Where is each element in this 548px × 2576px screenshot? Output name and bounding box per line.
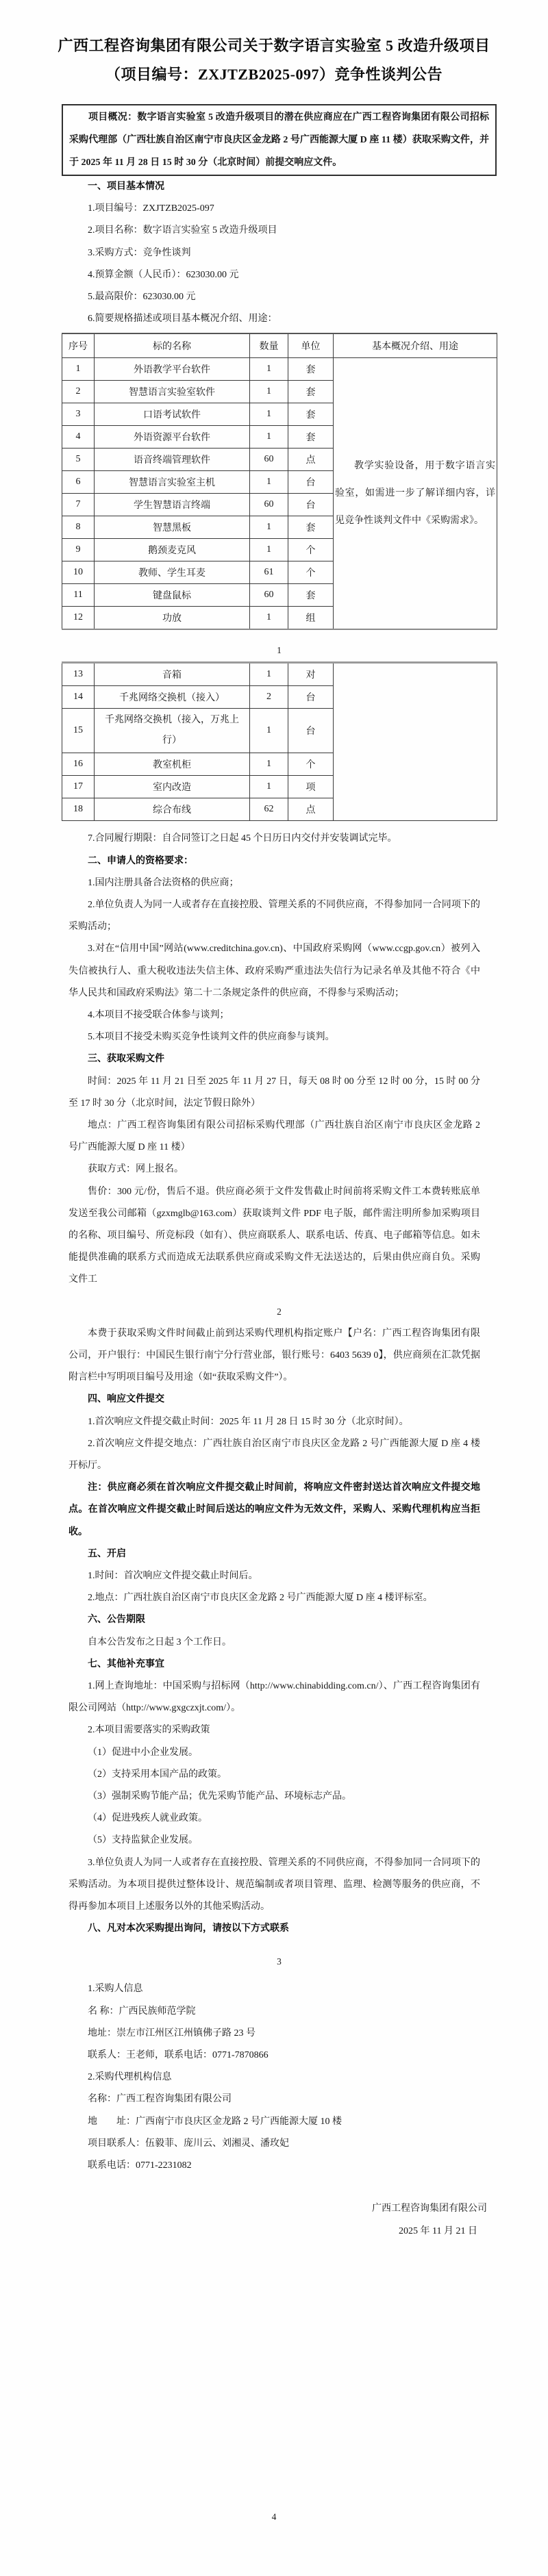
cell-name: 智慧语言实验室主机	[95, 471, 250, 494]
cell-qty: 1	[250, 539, 288, 561]
table-row	[62, 358, 497, 381]
cell-name: 学生智慧语言终端	[95, 494, 250, 516]
cell-qty: 1	[250, 709, 288, 753]
opening-place: 2.地点：广西壮族自治区南宁市良庆区金龙路 2 号广西能源大厦 D 座 4 楼评标室。	[88, 1593, 433, 1604]
col-header-no: 序号	[62, 333, 95, 358]
policy-item: （5）支持监狱企业发展。	[88, 1835, 198, 1846]
section-heading-contact: 八、凡对本次采购提出询问，请按以下方式联系	[88, 1923, 289, 1934]
other-item: 3.单位负责人为同一人或者存在直接控股、管理关系的不同供应商，不得参加同一合同项下的采购活动。为本项目提供过整体设计、规范编制或者项目管理、监理、检测等服务的供应商，不得再参加本项目上述服务以外的其他采购活动。	[68, 1857, 480, 1912]
project-name: 2.项目名称：数字语言实验室 5 改造升级项目	[88, 225, 277, 236]
cell-unit: 点	[288, 798, 334, 821]
agency-info-heading: 2.采购代理机构信息	[88, 2072, 172, 2083]
cell-no: 3	[62, 403, 95, 426]
section-heading-other-matters: 七、其他补充事宜	[88, 1658, 164, 1669]
page-number-1: 1	[277, 645, 282, 656]
purchaser-address: 地址：崇左市江州区江州镇佛子路 23 号	[88, 2028, 256, 2038]
cell-qty: 1	[250, 516, 288, 539]
doc-title-line2: （项目编号：ZXJTZB2025-097）竞争性谈判公告	[105, 66, 443, 83]
cell-name: 千兆网络交换机（接入，万兆上行）	[95, 709, 250, 753]
cell-no: 12	[62, 607, 95, 630]
cell-name: 键盘鼠标	[95, 584, 250, 607]
cell-no: 16	[62, 753, 95, 776]
items-table-page1	[62, 333, 497, 630]
cell-no: 10	[62, 561, 95, 584]
qualification-item: 2.单位负责人为同一人或者存在直接控股、管理关系的不同供应商，不得参加同一合同项下的采购活动；	[68, 900, 480, 933]
cell-qty: 2	[250, 686, 288, 709]
cell-no: 15	[62, 709, 95, 753]
cell-unit: 项	[288, 776, 334, 798]
agency-contact-person: 项目联系人：伍毅菲、庞川云、刘湘灵、潘玫妃	[88, 2138, 289, 2149]
section-heading-qualifications: 二、申请人的资格要求：	[88, 855, 193, 866]
agency-address: 地 址：广西南宁市良庆区金龙路 2 号广西能源大厦 10 楼	[88, 2116, 342, 2127]
budget-amount: 4.预算金额（人民币）：623030.00 元	[88, 269, 239, 280]
cell-unit: 套	[288, 584, 334, 607]
signature-company: 广西工程咨询集团有限公司	[372, 2204, 487, 2214]
qualification-item: 3.对在“信用中国”网站(www.creditchina.gov.cn)、中国政府采购网（www.ccgp.gov.cn）被列入失信被执行人、重大税收违法失信主体、政府采购严重违法失信行为记录名单及其他不符合《中华人民共和国政府采购法》第二十二条规定条件的供应商，不得参与采购活动；	[68, 944, 480, 998]
cell-unit: 个	[288, 561, 334, 584]
content-column	[62, 104, 497, 2243]
spec-description-label: 6.简要规格描述或项目基本概况介绍、用途：	[88, 314, 277, 325]
cell-no: 11	[62, 584, 95, 607]
cell-qty: 1	[250, 776, 288, 798]
cell-qty: 60	[250, 584, 288, 607]
cell-no: 17	[62, 776, 95, 798]
cell-name: 外语资源平台软件	[95, 426, 250, 449]
cell-no: 5	[62, 449, 95, 471]
cell-unit: 套	[288, 381, 334, 403]
purchaser-contact: 联系人：王老师，联系电话：0771-7870866	[88, 2049, 269, 2060]
col-header-qty: 数量	[250, 333, 288, 358]
cell-unit: 台	[288, 709, 334, 753]
cell-name: 智慧语言实验室软件	[95, 381, 250, 403]
qualification-item: 4.本项目不接受联合体参与谈判；	[88, 1010, 229, 1021]
cell-unit: 套	[288, 358, 334, 381]
project-overview-text: 项目概况：数字语言实验室 5 改造升级项目的潜在供应商应在广西工程咨询集团有限公司招标采购代理部（广西壮族自治区南宁市良庆区金龙路 2 号广西能源大厦 D 座 11 楼）获取采购文件，并于 2025 年 11 月 28 日 15 时 30 分（北京时间）前提交响应文件。	[69, 112, 489, 168]
cell-name: 综合布线	[95, 798, 250, 821]
cell-qty: 62	[250, 798, 288, 821]
policy-item: （2）支持采用本国产品的政策。	[88, 1769, 227, 1780]
section-heading-obtain-documents: 三、获取采购文件	[88, 1054, 164, 1065]
submission-note: 注：供应商必须在首次响应文件提交截止时间前，将响应文件密封送达首次响应文件提交地点。在首次响应文件提交截止时间后送达的响应文件为无效文件，采购人、采购代理机构应当拒收。	[68, 1482, 480, 1537]
cell-unit: 个	[288, 753, 334, 776]
obtain-place: 地点：广西工程咨询集团有限公司招标采购代理部（广西壮族自治区南宁市良庆区金龙路 2 号广西能源大厦 D 座 11 楼）	[68, 1120, 480, 1153]
policy-item: （1）促进中小企业发展。	[88, 1747, 198, 1758]
qualification-item: 5.本项目不接受未购买竞争性谈判文件的供应商参与谈判。	[88, 1032, 335, 1043]
obtain-time: 时间：2025 年 11 月 21 日至 2025 年 11 月 27 日，每天 08 时 00 分至 12 时 00 分，15 时 00 分至 17 时 30 分（北京时间，法定节假日除外）	[68, 1076, 480, 1109]
announcement-period: 自本公告发布之日起 3 个工作日。	[88, 1637, 232, 1647]
cell-no: 13	[62, 663, 95, 686]
cell-unit: 对	[288, 663, 334, 686]
cell-unit: 台	[288, 686, 334, 709]
cell-unit: 台	[288, 471, 334, 494]
page-number-2: 2	[277, 1306, 282, 1317]
col-header-desc: 基本概况介绍、用途	[334, 333, 497, 358]
obtain-method: 获取方式：网上报名。	[88, 1164, 184, 1175]
cell-unit: 台	[288, 494, 334, 516]
section-heading-basic-info: 一、项目基本情况	[88, 181, 164, 192]
col-header-name: 标的名称	[95, 333, 250, 358]
cell-no: 2	[62, 381, 95, 403]
table-row	[62, 663, 497, 686]
cell-qty: 1	[250, 663, 288, 686]
page-number-3: 3	[277, 1956, 282, 1967]
submission-deadline: 1.首次响应文件提交截止时间：2025 年 11 月 28 日 15 时 30 分（北京时间）。	[88, 1416, 409, 1427]
cell-desc-merged-empty	[334, 663, 497, 821]
cell-qty: 1	[250, 753, 288, 776]
qualification-item: 1.国内注册具备合法资格的供应商；	[88, 877, 239, 888]
project-overview-box	[62, 104, 497, 176]
cell-desc-merged	[334, 358, 497, 630]
policy-item: （3）强制采购节能产品；优先采购节能产品、环境标志产品。	[88, 1791, 351, 1802]
cell-unit: 个	[288, 539, 334, 561]
max-price: 5.最高限价：623030.00 元	[88, 292, 196, 303]
items-table-page2	[62, 661, 497, 821]
cell-no: 8	[62, 516, 95, 539]
purchaser-info-heading: 1.采购人信息	[88, 1984, 143, 1995]
cell-unit: 套	[288, 426, 334, 449]
table-note-text: 教学实验设备，用于数字语言实验室，如需进一步了解详细内容，详见竞争性谈判文件中《采购需求》。	[335, 460, 495, 526]
doc-title-line1: 广西工程咨询集团有限公司关于数字语言实验室 5 改造升级项目	[58, 37, 490, 54]
cell-qty: 1	[250, 607, 288, 630]
signature-block	[62, 2197, 497, 2243]
cell-no: 18	[62, 798, 95, 821]
agency-name: 名称：广西工程咨询集团有限公司	[88, 2094, 232, 2105]
cell-name: 千兆网络交换机（接入）	[95, 686, 250, 709]
cell-no: 4	[62, 426, 95, 449]
cell-no: 6	[62, 471, 95, 494]
col-header-unit: 单位	[288, 333, 334, 358]
cell-no: 7	[62, 494, 95, 516]
cell-qty: 60	[250, 449, 288, 471]
cell-name: 智慧黑板	[95, 516, 250, 539]
other-item: 2.本项目需要落实的采购政策	[88, 1725, 210, 1736]
doc-title	[0, 31, 548, 89]
cell-name: 功放	[95, 607, 250, 630]
procurement-method: 3.采购方式：竞争性谈判	[88, 247, 191, 258]
project-number: 1.项目编号：ZXJTZB2025-097	[88, 203, 214, 214]
cell-name: 室内改造	[95, 776, 250, 798]
cell-name: 口语考试软件	[95, 403, 250, 426]
cell-name: 音箱	[95, 663, 250, 686]
cell-name: 鹅颈麦克风	[95, 539, 250, 561]
cell-no: 1	[62, 358, 95, 381]
signature-date: 2025 年 11 月 21 日	[399, 2226, 477, 2237]
table-header-row	[62, 333, 497, 358]
cell-unit: 点	[288, 449, 334, 471]
policy-item: （4）促进残疾人就业政策。	[88, 1813, 208, 1824]
agency-phone: 联系电话：0771-2231082	[88, 2160, 192, 2171]
section-heading-opening: 五、开启	[88, 1548, 126, 1559]
other-item: 1.网上查询地址：中国采购与招标网（http://www.chinabidding.com.cn/）、广西工程咨询集团有限公司网站（http://www.gxgczxjt.com/）。	[68, 1680, 480, 1714]
purchaser-name: 名 称：广西民族师范学院	[88, 2006, 196, 2017]
cell-name: 外语教学平台软件	[95, 358, 250, 381]
cell-name: 语音终端管理软件	[95, 449, 250, 471]
page-number-4: 4	[271, 2512, 277, 2522]
document-price-part1: 售价：300 元/份，售后不退。供应商必须于文件发售截止时间前将采购文件工本费转账底单发送至我公司邮箱（gzxmglb@163.com）获取谈判文件 PDF 电子版，邮件需注明所参加采购项目的名称、项目编号、所竞标段（如有）、供应商联系人、联系电话、传真、电子邮箱等信息。如未能提供准确的联系方式而造成无法联系供应商或采购文件无法送达的，后果由供应商自负。采购文件工	[68, 1186, 480, 1285]
cell-qty: 61	[250, 561, 288, 584]
cell-no: 14	[62, 686, 95, 709]
cell-qty: 1	[250, 403, 288, 426]
section-heading-announcement-period: 六、公告期限	[88, 1615, 145, 1626]
document-price-part2: 本费于获取采购文件时间截止前到达采购代理机构指定账户【户名：广西工程咨询集团有限公司，开户银行：中国民生银行南宁分行营业部，银行账号：6403 5639 0】，供应商须在汇款凭据附言栏中写明项目编号及用途（如“获取采购文件”）。	[68, 1328, 480, 1383]
cell-qty: 60	[250, 494, 288, 516]
cell-unit: 套	[288, 403, 334, 426]
cell-no: 9	[62, 539, 95, 561]
contract-period: 7.合同履行期限：自合同签订之日起 45 个日历日内交付并安装调试完毕。	[88, 833, 397, 844]
section-heading-response-submission: 四、响应文件提交	[88, 1394, 164, 1405]
submission-place: 2.首次响应文件提交地点：广西壮族自治区南宁市良庆区金龙路 2 号广西能源大厦 D 座 4 楼开标厅。	[68, 1438, 480, 1471]
cell-unit: 套	[288, 516, 334, 539]
cell-unit: 组	[288, 607, 334, 630]
cell-qty: 1	[250, 426, 288, 449]
cell-qty: 1	[250, 381, 288, 403]
opening-time: 1.时间：首次响应文件提交截止时间后。	[88, 1570, 258, 1581]
cell-name: 教师、学生耳麦	[95, 561, 250, 584]
cell-name: 教室机柜	[95, 753, 250, 776]
cell-qty: 1	[250, 358, 288, 381]
cell-qty: 1	[250, 471, 288, 494]
